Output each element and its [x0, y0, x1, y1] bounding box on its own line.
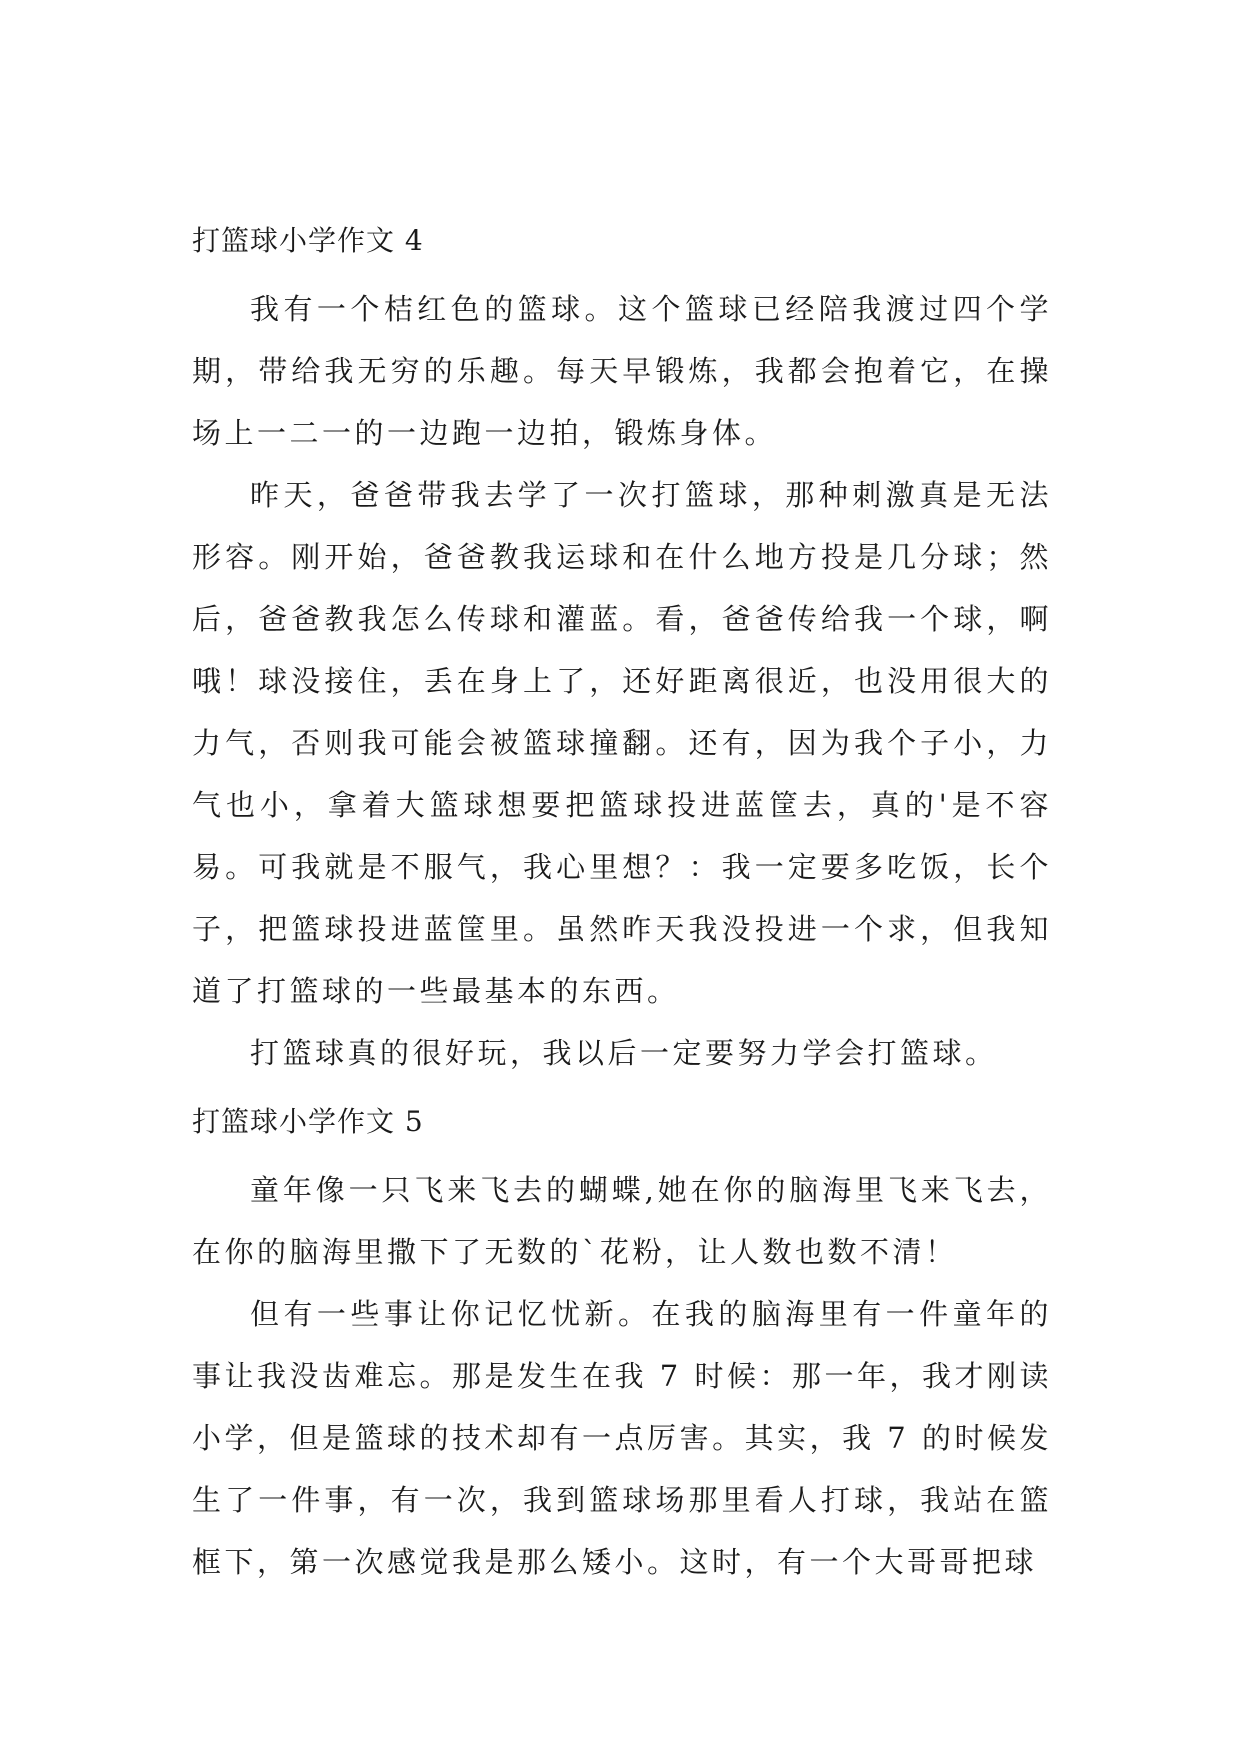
paragraph: 打篮球真的很好玩，我以后一定要努力学会打篮球。 — [250, 1036, 998, 1070]
essay-section-4 — [192, 222, 1052, 1084]
paragraph: 但有一些事让你记忆忧新。在我的脑海里有一件童年的事让我没齿难忘。那是发生在我 7 时候：那一年，我才刚读小学，但是篮球的技术却有一点厉害。其实，我 7 的时候发生了一件事，有一次，我到篮球场那里看人打球，我站在篮框下，第一次感觉我是那么矮小。这时，有一个大哥哥把球 — [192, 1297, 1052, 1579]
section-title: 打篮球小学作文 5 — [192, 1105, 424, 1138]
paragraph: 童年像一只飞来飞去的蝴蝶,她在你的脑海里飞来飞去，在你的脑海里撒下了无数的`花粉，让人数也数不清！ — [192, 1173, 1052, 1269]
paragraph: 我有一个桔红色的篮球。这个篮球已经陪我渡过四个学期，带给我无穷的乐趣。每天早锻炼，我都会抱着它，在操场上一二一的一边跑一边拍，锻炼身体。 — [192, 292, 1052, 450]
section-title: 打篮球小学作文 4 — [192, 224, 424, 257]
paragraph: 昨天，爸爸带我去学了一次打篮球，那种刺激真是无法形容。刚开始，爸爸教我运球和在什么地方投是几分球；然后，爸爸教我怎么传球和灌蓝。看，爸爸传给我一个球，啊哦！球没接住，丢在身上了，还好距离很近，也没用很大的力气，否则我可能会被篮球撞翻。还有，因为我个子小，力气也小，拿着大篮球想要把篮球投进蓝筐去，真的'是不容易。可我就是不服气，我心里想？：我一定要多吃饭，长个子，把篮球投进蓝筐里。虽然昨天我没投进一个求，但我知道了打篮球的一些最基本的东西。 — [192, 478, 1052, 1008]
essay-section-5 — [192, 1103, 1052, 1593]
